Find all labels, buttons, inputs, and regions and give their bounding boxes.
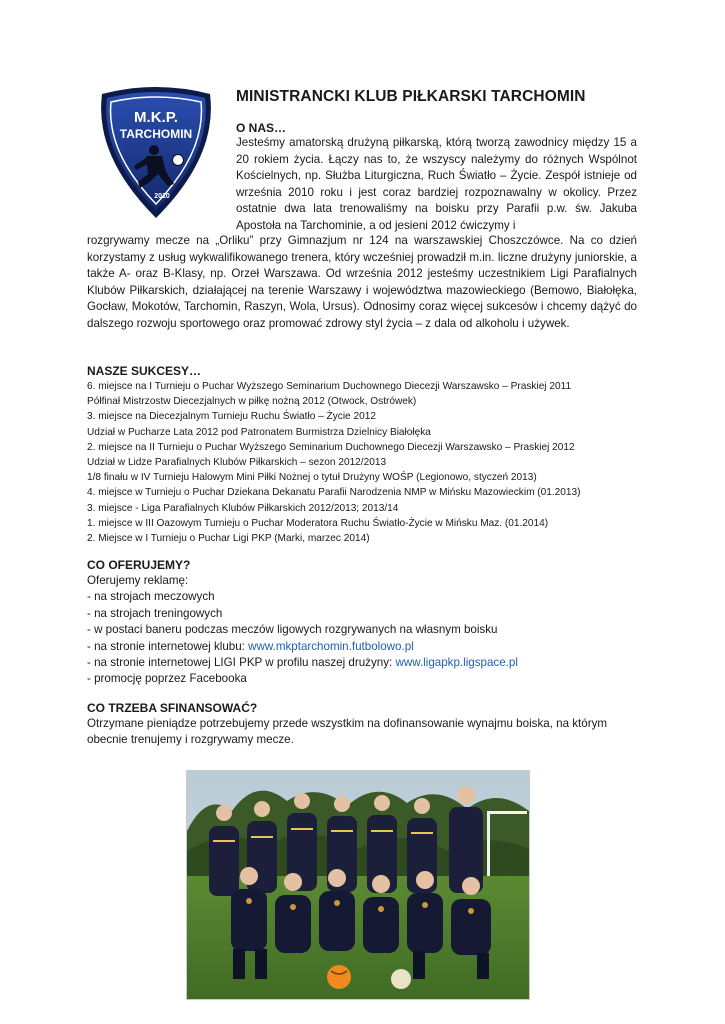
about-heading: O NAS…: [236, 121, 287, 135]
list-item: - w postaci baneru podczas meczów ligowych rozgrywanych na własnym boisku: [87, 623, 498, 637]
offer-heading: CO OFERUJEMY?: [87, 558, 191, 572]
club-logo: [94, 86, 218, 222]
list-item: 4. miejsce w Turnieju o Puchar Dziekana Dekanatu Parafii Narodzenia NMP w Mińsku Mazowieckim (01.2013): [87, 487, 581, 499]
list-item: Udział w Pucharze Lata 2012 pod Patronatem Burmistrza Dzielnicy Białołęka: [87, 426, 431, 438]
offer-section: [87, 573, 647, 688]
list-item: - na strojach treningowych: [87, 606, 223, 620]
list-item: 6. miejsce na I Turnieju o Puchar Wyższego Seminarium Duchownego Diecezji Warszawsko – Praskiej 2011: [87, 381, 572, 392]
list-item: Udział w Lidze Parafialnych Klubów Piłkarskich – sezon 2012/2013: [87, 457, 387, 469]
list-item: 1/8 finału w IV Turnieju Halowym Mini Piłki Nożnej o tytuł Drużyny WOŚP (Legionowo, styczeń 2013): [87, 472, 537, 484]
club-website-link[interactable]: www.mkptarchomin.futbolowo.pl: [248, 639, 414, 653]
team-photo-image: [187, 771, 529, 999]
achievements-list: [87, 379, 647, 546]
about-text-bottom: rozgrywamy mecze na „Orliku” przy Gimnazjum nr 124 na warszawskiej Choszczówce. Na co dzień korzystamy z usług wykwalifikowanego trenera, który wcześniej prowadził m.in. liczne drużyny juniorskie, a także A- oraz B-Klasy, np. Orzeł Warszawa. Od września 2012 jesteśmy uczestnikiem Ligi Parafialnych Klubów Piłkarskich, działającej na terenie Warszawy i województwa mazowieckiego (Bemowo, Białołęka, Gocław, Mokotów, Tarchomin, Raszyn, Wola, Ursus). Odnosimy coraz więcej sukcesów i chcemy dążyć do dalszego rozwoju sportowego oraz promować zdrowy styl życia – z dala od alkoholu i używek.: [87, 234, 637, 330]
offer-club-site-label: - na stronie internetowej klubu:: [87, 639, 249, 653]
team-photo: [186, 770, 530, 1000]
logo-year: 2010: [154, 193, 170, 200]
offer-list: [87, 589, 647, 687]
list-item: 3. miejsce - Liga Parafialnych Klubów Piłkarskich 2012/2013; 2013/14: [87, 502, 399, 514]
logo-line2: TARCHOMIN: [119, 127, 193, 141]
finance-text: Otrzymane pieniądze potrzebujemy przede wszystkim na dofinansowanie wynajmu boiska, na którym obecnie trenujemy i rozgrywamy mecze.: [87, 717, 608, 747]
achievements-heading: NASZE SUKCESY…: [87, 364, 202, 378]
finance-heading: CO TRZEBA SFINANSOWAĆ?: [87, 701, 258, 715]
league-website-link[interactable]: www.ligapkp.ligspace.pl: [395, 656, 518, 670]
about-text-top: Jesteśmy amatorską drużyną piłkarską, którą tworzą zawodnicy między 15 a 20 rokiem życia. Łączy nas to, że wszyscy należymy do różnych Wspólnot Kościelnych, np. Służba Liturgiczna, Ruch Światło – Życie. Zespół istnieje od września 2010 roku i jest coraz bardziej rozpoznawalny w okolicy. Przez ostatnie dwa lata trenowaliśmy na boisku przy Parafii p.w. św. Jakuba Apostoła na Tarchominie, a od jesieni 2012 ćwiczymy i: [236, 136, 637, 232]
offer-intro: Oferujemy reklamę:: [87, 574, 189, 587]
logo-line1: M.K.P.: [134, 109, 178, 126]
list-item: - na strojach meczowych: [87, 590, 215, 604]
list-item: 3. miejsce na Diecezjalnym Turnieju Ruchu Światło – Życie 2012: [87, 411, 376, 423]
list-item: 2. Miejsce w I Turnieju o Puchar Ligi PKP (Marki, marzec 2014): [87, 533, 370, 545]
list-item: Półfinał Mistrzostw Diecezjalnych w piłkę nożną 2012 (Otwock, Ostrówek): [87, 396, 417, 408]
page-title: MINISTRANCKI KLUB PIŁKARSKI TARCHOMIN: [236, 88, 586, 105]
offer-league-site-label: - na stronie internetowej LIGI PKP w profilu naszej drużyny:: [87, 656, 396, 670]
list-item: 2. miejsce na II Turnieju o Puchar Wyższego Seminarium Duchownego Diecezji Warszawsko – Praskiej 2012: [87, 441, 575, 453]
list-item: - promocję poprzez Facebooka: [87, 672, 247, 686]
list-item: 1. miejsce w III Oazowym Turnieju o Puchar Moderatora Ruchu Światło-Życie w Mińsku Maz. (01.2014): [87, 517, 549, 529]
club-crest-icon: [94, 86, 218, 222]
list-item: [87, 639, 647, 655]
list-item: [87, 655, 647, 671]
